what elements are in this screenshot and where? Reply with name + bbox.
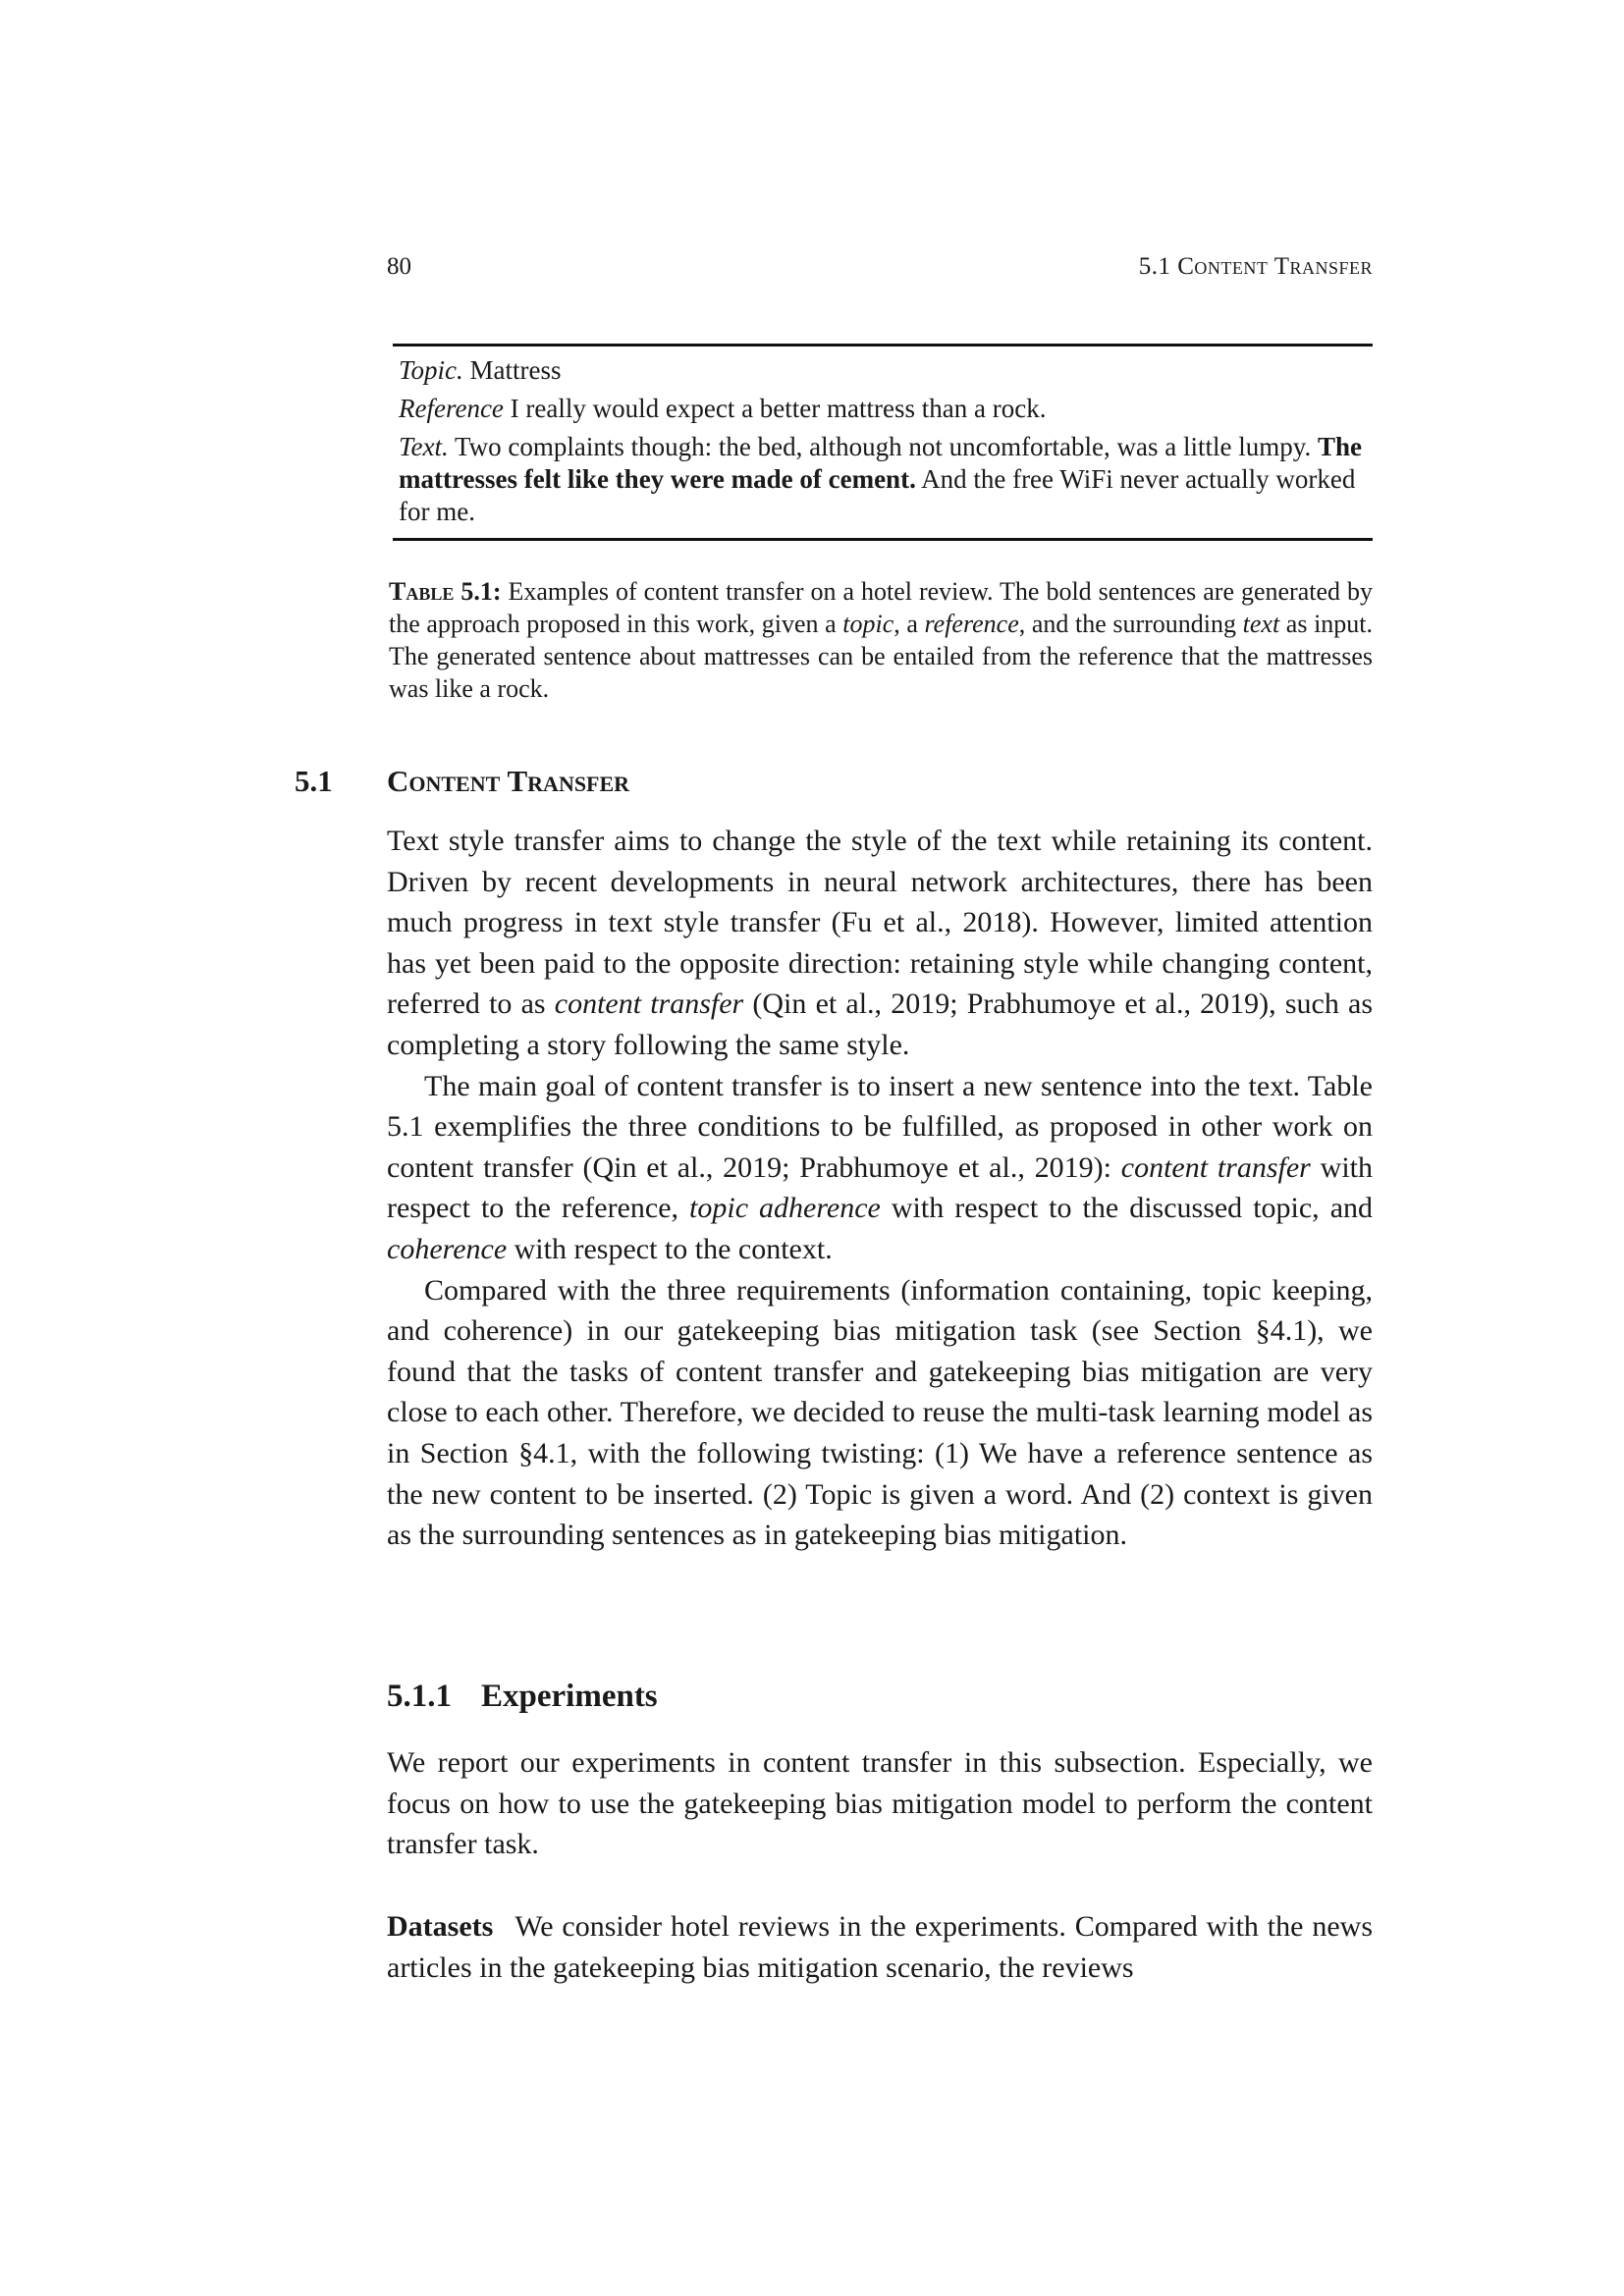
para1-text-a: Text style transfer aims to change the style of the text while retaining its content. Driven by recent developments in neural network architectures, there has been much progress in text style transfer (Fu et al., 2018). However, limited attention has yet been paid to the opposite direction: retaining style while changing content, referred to as — [387, 825, 1373, 1021]
para2-italic-3: coherence — [387, 1232, 508, 1265]
text-after: And the free WiFi never actually worked for me. — [399, 464, 1356, 526]
para1-text-b: (Qin et al., 2019; Prabhumoye et al., 2019), such as completing a story following the same style. — [387, 988, 1373, 1061]
page-number: 80 — [387, 253, 411, 280]
para2-text-c: with respect to the discussed topic, and — [891, 1192, 1374, 1225]
text-before: Two complaints though: the bed, although not uncomfortable, was a little lumpy. — [455, 432, 1312, 461]
para2-text-a: The main goal of content transfer is to insert a new sentence into the text. Table 5.1 exemplifies the three conditions to be fulfilled, as proposed in other work on content transfer (Qin et al., 2019; Prabhumoye et al., 2019): — [387, 1069, 1373, 1184]
para2-italic-1: content transfer — [1120, 1150, 1311, 1184]
paragraph-3: Compared with the three requirements (information containing, topic keeping, and coherence) in our gatekeeping bias mitigation task (see Section §4.1), we found that the tasks of content transfer and gatekeeping bias mitigation are very close to each other. Therefore, we decided to reuse the multi-task learning model as in Section §4.1, with the following twisting: (1) We have a reference sentence as the new content to be inserted. (2) Topic is given a word. And (2) context is given as the surrounding sentences as in gatekeeping bias mitigation. — [387, 1273, 1373, 1552]
subsection-body — [387, 1742, 1373, 1865]
datasets-label: Datasets — [387, 1910, 494, 1943]
topic-label: Topic. — [399, 355, 463, 385]
text-bold-generated: The mattresses felt like they were made of cement. — [399, 432, 1362, 494]
example-topic-line — [399, 354, 1367, 387]
section-title: Content Transfer — [387, 764, 630, 798]
para2-italic-2: topic adherence — [689, 1192, 881, 1225]
datasets-text: We consider hotel reviews in the experiments. Compared with the news articles in the gatekeeping bias mitigation scenario, the reviews — [387, 1910, 1373, 1984]
caption-text-4: as input. The generated sentence about mattresses can be entailed from the reference that the mattresses was like a rock. — [389, 610, 1374, 703]
subsection-number: 5.1.1 — [387, 1679, 452, 1714]
topic-value: Mattress — [469, 355, 562, 385]
para2-text-b: with respect to the reference, — [387, 1150, 1373, 1225]
subsection-title: Experiments — [481, 1679, 658, 1714]
caption-text-2: , a — [893, 610, 918, 638]
text-label: Text. — [399, 432, 449, 461]
running-head: 5.1 Content Transfer — [1138, 253, 1373, 280]
para1-italic: content transfer — [554, 988, 744, 1021]
paragraph-2 — [387, 1066, 1373, 1270]
caption-italic-text: text — [1242, 610, 1280, 638]
paragraph-1 — [387, 821, 1373, 1066]
reference-label: Reference — [399, 394, 504, 423]
caption-text-3: , and the surrounding — [1018, 610, 1237, 638]
datasets-text-line — [387, 1906, 1373, 1988]
table-caption — [389, 575, 1373, 705]
datasets-paragraph — [387, 1906, 1373, 1988]
section-number: 5.1 — [295, 764, 333, 798]
para2-text-d: with respect to the context. — [514, 1232, 833, 1265]
example-text-line — [399, 431, 1367, 528]
page-header — [387, 253, 1373, 293]
example-table — [393, 344, 1373, 541]
subsection-heading — [387, 1679, 1373, 1715]
reference-value: I really would expect a better mattress than a rock. — [510, 394, 1047, 423]
caption-label: Table 5.1: — [389, 577, 502, 606]
example-reference-line — [399, 393, 1367, 425]
section-body — [387, 821, 1373, 1556]
caption-italic-reference: reference — [924, 610, 1019, 638]
caption-italic-topic: topic — [842, 610, 894, 638]
subsection-paragraph-1: We report our experiments in content transfer in this subsection. Especially, we focus on how to use the gatekeeping bias mitigation model to perform the content transfer task. — [387, 1746, 1373, 1861]
caption-text-1: Examples of content transfer on a hotel review. The bold sentences are generated by the approach proposed in this work, given a — [389, 577, 1373, 638]
